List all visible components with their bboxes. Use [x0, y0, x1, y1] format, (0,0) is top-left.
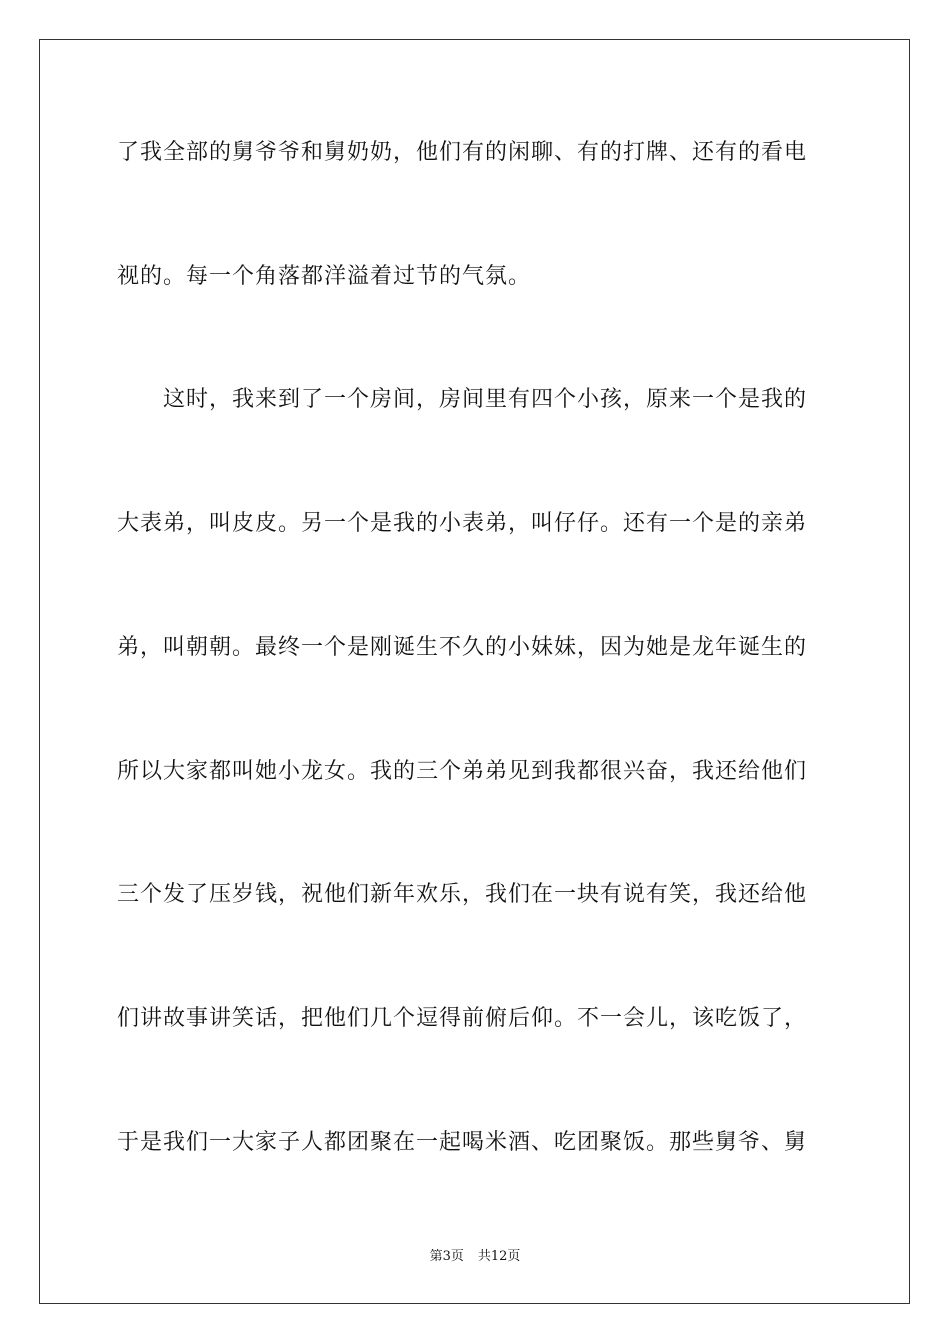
page-footer	[0, 1248, 950, 1266]
text-line: 所以大家都叫她小龙女。我的三个弟弟见到我都很兴奋，我还给他们	[117, 759, 808, 784]
page-number: 第3页	[429, 1249, 464, 1264]
text-line: 了我全部的舅爷爷和舅奶奶，他们有的闲聊、有的打牌、还有的看电	[117, 140, 808, 165]
text-line: 弟，叫朝朝。最终一个是刚诞生不久的小妹妹，因为她是龙年诞生的	[117, 635, 808, 660]
total-pages: 共12页	[477, 1249, 521, 1264]
text-line: 三个发了压岁钱，祝他们新年欢乐，我们在一块有说有笑，我还给他	[117, 882, 808, 907]
text-line: 于是我们一大家子人都团聚在一起喝米酒、吃团聚饭。那些舅爷、舅	[117, 1130, 808, 1155]
paragraph-start-line: 这时，我来到了一个房间，房间里有四个小孩，原来一个是我的	[163, 387, 808, 412]
text-line: 视的。每一个角落都洋溢着过节的气氛。	[117, 264, 532, 289]
page-border	[39, 39, 910, 1304]
text-line: 们讲故事讲笑话，把他们几个逗得前俯后仰。不一会儿，该吃饭了，	[117, 1006, 808, 1031]
text-line: 大表弟，叫皮皮。另一个是我的小表弟，叫仔仔。还有一个是的亲弟	[117, 511, 808, 536]
